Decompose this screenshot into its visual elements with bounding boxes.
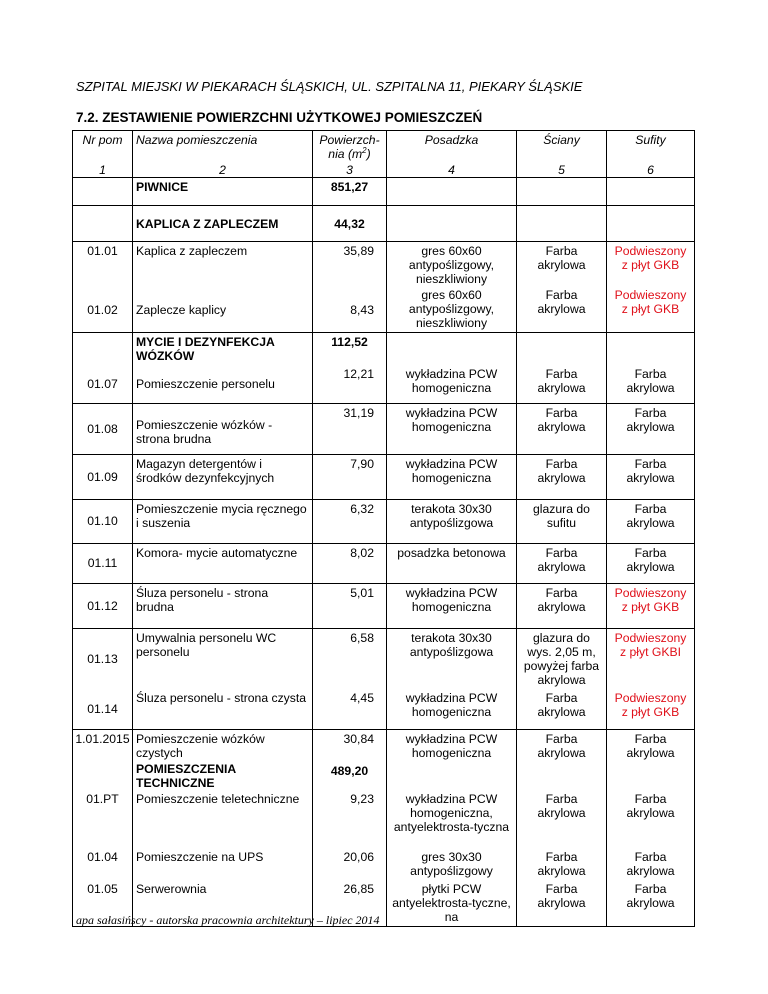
room-nr: 01.01 [73,242,133,289]
room-area: 12,21 [313,365,387,403]
room-floor: wykładzina PCW homogeniczna [387,730,517,763]
room-name: Pomieszczenie mycia ręcznego i suszenia [133,499,313,543]
room-name: Zaplecze kaplicy [133,288,313,333]
header-floor: Posadzka [387,131,517,164]
room-area: 7,90 [313,454,387,499]
room-ceiling: Farba akrylowa [607,454,695,499]
header-walls: Ściany [517,131,607,164]
room-name: Pomieszczenie personelu [133,365,313,403]
colnum-1: 1 [73,163,133,178]
table-row [73,689,695,730]
table-row [73,730,695,763]
room-area: 31,19 [313,403,387,454]
room-area: 8,43 [313,288,387,333]
group-area: 489,20 [313,762,387,790]
room-nr: 01.13 [73,628,133,689]
room-walls: Farba akrylowa [517,730,607,763]
room-floor: wykładzina PCW homogeniczna, antyelektrosta-tyczna [387,790,517,848]
table-row [73,242,695,289]
room-area: 6,58 [313,628,387,689]
room-floor: wykładzina PCW homogeniczna [387,403,517,454]
table-row [73,790,695,848]
room-walls: glazura do wys. 2,05 m, powyżej farba akrylowa [517,628,607,689]
room-ceiling: Podwieszony z płyt GKB [607,242,695,289]
room-nr: 01.07 [73,365,133,403]
room-area: 30,84 [313,730,387,763]
room-name: Śluza personelu - strona brudna [133,583,313,628]
room-area: 8,02 [313,543,387,583]
room-area: 4,45 [313,689,387,730]
room-area: 5,01 [313,583,387,628]
room-name: Pomieszczenie na UPS [133,848,313,880]
room-nr: 1.01.2015 [73,730,133,763]
room-walls: Farba akrylowa [517,403,607,454]
group-row-technical [73,762,695,790]
room-area: 26,85 [313,880,387,927]
room-name: Komora- mycie automatyczne [133,543,313,583]
room-nr: 01.09 [73,454,133,499]
room-ceiling: Farba akrylowa [607,499,695,543]
room-walls: Farba akrylowa [517,242,607,289]
colnum-5: 5 [517,163,607,178]
room-name: Pomieszczenie wózków - strona brudna [133,403,313,454]
room-floor: wykładzina PCW homogeniczna [387,689,517,730]
room-area: 20,06 [313,848,387,880]
colnum-6: 6 [607,163,695,178]
room-name: Kaplica z zapleczem [133,242,313,289]
room-nr: 01.14 [73,689,133,730]
group-name: MYCIE I DEZYNFEKCJA WÓZKÓW [133,333,313,366]
room-floor: terakota 30x30 antypoślizgowa [387,499,517,543]
room-name: Serwerownia [133,880,313,927]
room-ceiling: Podwieszony z płyt GKBI [607,628,695,689]
room-floor: gres 60x60 antypoślizgowy, nieszkliwiony [387,242,517,289]
table-header-row [73,131,695,164]
group-name: PIWNICE [133,178,313,206]
room-name: Śluza personelu - strona czysta [133,689,313,730]
room-ceiling: Farba akrylowa [607,848,695,880]
header-area: Powierzch-nia $(m^2)$ [313,131,387,164]
room-name: Magazyn detergentów i środków dezynfekcyjnych [133,454,313,499]
group-area: 851,27 [313,178,387,206]
table-row [73,583,695,628]
group-area: 44,32 [313,206,387,242]
table-row [73,454,695,499]
table-row [73,403,695,454]
header-name: Nazwa pomieszczenia [133,131,313,164]
room-walls: Farba akrylowa [517,689,607,730]
room-floor: terakota 30x30 antypoślizgowa [387,628,517,689]
room-walls: Farba akrylowa [517,543,607,583]
room-ceiling: Farba akrylowa [607,790,695,848]
room-walls: Farba akrylowa [517,288,607,333]
room-area: 9,23 [313,790,387,848]
room-walls: Farba akrylowa [517,880,607,927]
table-row [73,365,695,403]
room-area: 6,32 [313,499,387,543]
room-ceiling: Podwieszony z płyt GKB [607,288,695,333]
room-area-table [72,130,695,927]
room-nr: 01.PT [73,790,133,848]
room-ceiling: Podwieszony z płyt GKB [607,689,695,730]
group-area: 112,52 [313,333,387,366]
room-walls: Farba akrylowa [517,454,607,499]
room-ceiling: Farba akrylowa [607,403,695,454]
colnum-4: 4 [387,163,517,178]
room-floor: wykładzina PCW homogeniczna [387,583,517,628]
room-nr: 01.04 [73,848,133,880]
room-walls: Farba akrylowa [517,790,607,848]
section-title: 7.2. ZESTAWIENIE POWIERZCHNI UŻYTKOWEJ POMIESZCZEŃ [76,110,483,125]
room-name: Umywalnia personelu WC personelu [133,628,313,689]
colnum-3: 3 [313,163,387,178]
room-nr: 01.05 [73,880,133,927]
column-number-row [73,163,695,178]
group-row-basement [73,178,695,206]
table-row [73,499,695,543]
colnum-2: 2 [133,163,313,178]
room-ceiling: Farba akrylowa [607,365,695,403]
table-row [73,628,695,689]
room-floor: posadzka betonowa [387,543,517,583]
room-walls: glazura do sufitu [517,499,607,543]
room-nr: 01.02 [73,288,133,333]
group-name: POMIESZCZENIA TECHNICZNE [133,762,313,790]
room-floor: wykładzina PCW homogeniczna [387,365,517,403]
header-nr: Nr pom [73,131,133,164]
room-walls: Farba akrylowa [517,583,607,628]
room-walls: Farba akrylowa [517,365,607,403]
room-ceiling: Podwieszony z płyt GKB [607,583,695,628]
group-row-chapel [73,206,695,242]
room-nr: 01.12 [73,583,133,628]
room-nr: 01.08 [73,403,133,454]
document-footer: apa sałasińscy - autorska pracownia architektury – lipiec 2014 [76,913,380,927]
room-name: Pomieszczenie wózków czystych [133,730,313,763]
room-ceiling: Farba akrylowa [607,730,695,763]
table-row [73,543,695,583]
room-floor: gres 30x30 antypoślizgowy [387,848,517,880]
room-floor: wykładzina PCW homogeniczna [387,454,517,499]
room-floor: płytki PCW antyelektrosta-tyczne, na [387,880,517,927]
room-nr: 01.10 [73,499,133,543]
room-walls: Farba akrylowa [517,848,607,880]
room-ceiling: Farba akrylowa [607,543,695,583]
room-nr: 01.11 [73,543,133,583]
room-ceiling: Farba akrylowa [607,880,695,927]
room-floor: gres 60x60 antypoślizgowy, nieszkliwiony [387,288,517,333]
room-area: 35,89 [313,242,387,289]
table-row [73,848,695,880]
header-ceiling: Sufity [607,131,695,164]
group-name: KAPLICA Z ZAPLECZEM [133,206,313,242]
document-header: SZPITAL MIEJSKI W PIEKARACH ŚLĄSKICH, UL. SZPITALNA 11, PIEKARY ŚLĄSKIE [76,79,583,94]
table-row [73,288,695,333]
group-row-washing [73,333,695,366]
room-name: Pomieszczenie teletechniczne [133,790,313,848]
